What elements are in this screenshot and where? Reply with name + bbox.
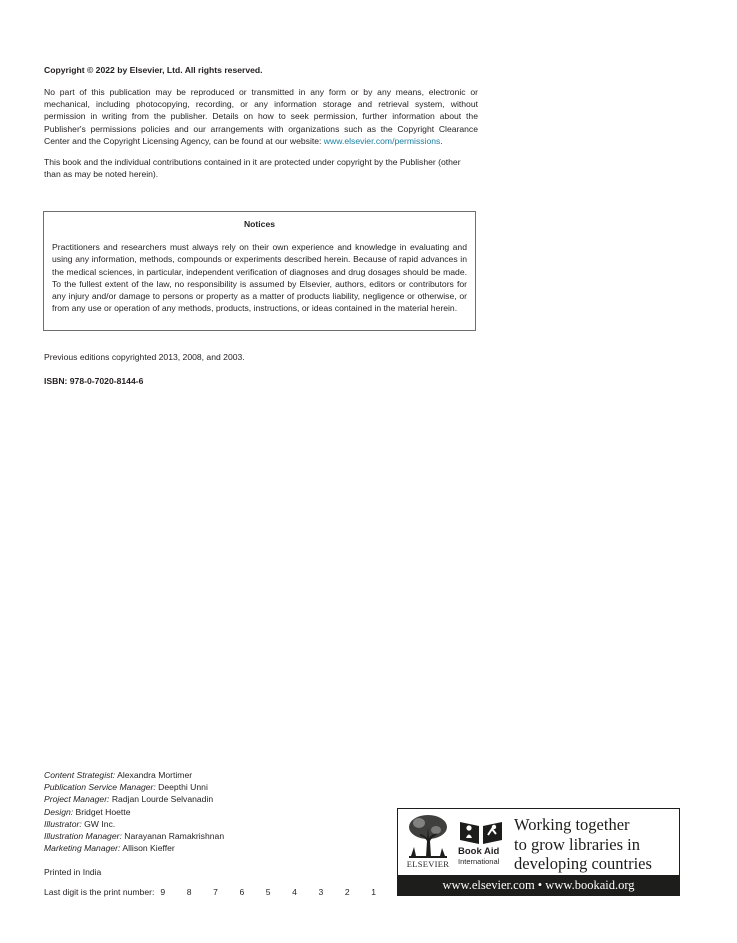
book-aid-name: Book Aid [458,846,500,857]
book-aid-subtitle: International [458,857,500,866]
credit-role: Marketing Manager: [44,843,121,854]
book-aid-book-icon [458,816,504,846]
credit-role: Illustration Manager: [44,831,122,842]
book-aid-logo [397,808,680,896]
rights-suffix: . [440,135,443,146]
credit-role: Project Manager: [44,794,110,805]
slogan-line: developing countries [514,854,652,873]
copyright-line: Copyright © 2022 by Elsevier, Ltd. All rights reserved. [44,65,263,75]
credit-name: Allison Kieffer [122,843,175,854]
credit-line [44,842,304,854]
elsevier-wordmark: ELSEVIER [406,859,450,869]
notices-box [43,211,476,331]
credit-name: Deepthi Unni [158,782,208,793]
credit-line [44,769,304,781]
previous-editions: Previous editions copyrighted 2013, 2008, and 2003. [44,352,245,362]
notices-body: Practitioners and researchers must always rely on their own experience and knowledge in evaluating and using any information, methods, compounds or experiments described herein. Because of rapid advances in the medical sciences, in particular, independent verification of diagnoses and drug dosages should be made. To the fullest extent of the law, no responsibility is assumed by Elsevier, authors, editors or contributors for any injury and/or damage to persons or property as a matter of products liability, negligence or otherwise, or from any use or operation of any methods, products, instructions, or ideas contained in the material herein. [52,242,467,314]
credit-role: Design: [44,806,74,817]
permissions-link[interactable]: www.elsevier.com/permissions [323,135,441,146]
printed-in: Printed in India [44,867,102,877]
credit-line [44,806,304,818]
elsevier-tree-icon [405,813,451,859]
credit-name: Bridget Hoette [75,806,131,817]
notices-title: Notices [243,219,276,229]
credit-line [44,818,304,830]
print-number-label: Last digit is the print number: [44,887,155,897]
isbn: ISBN: 978-0-7020-8144-6 [44,376,144,386]
book-aid-footer-urls: www.elsevier.com • www.bookaid.org [398,875,679,895]
credit-role: Illustrator: [44,818,82,829]
credit-name: Radjan Lourde Selvanadin [111,794,214,805]
production-credits [44,769,304,854]
protection-paragraph: This book and the individual contributions contained in it are protected under copyright by the Publisher (other than as may be noted herein). [44,157,461,180]
rights-paragraph [44,86,478,147]
credit-name: GW Inc. [84,818,116,829]
credit-name: Narayanan Ramakrishnan [124,831,225,842]
credit-role: Publication Service Manager: [44,782,156,793]
credit-line [44,830,304,842]
credit-role: Content Strategist: [44,770,116,780]
slogan-line: to grow libraries in [514,834,641,854]
rights-text: No part of this publication may be reproduced or transmitted in any form or by any means, electronic or mechanical, including photocopying, recording, or any information storage and retrieval system, without permission in writing from the publisher. Details on how to seek permission, further information about the Publisher's permissions policies and our arrangements with organizations such as the Copyright Clearance Center and the Copyright Licensing Agency, can be found at our website: [44,87,478,146]
book-aid-slogan [514,815,679,874]
credit-name: Alexandra Mortimer [117,770,193,780]
print-number-digits: 9 8 7 6 5 4 3 2 1 [160,887,386,897]
slogan-line: Working together [514,815,630,834]
credit-line [44,781,304,793]
credit-line [44,793,304,805]
